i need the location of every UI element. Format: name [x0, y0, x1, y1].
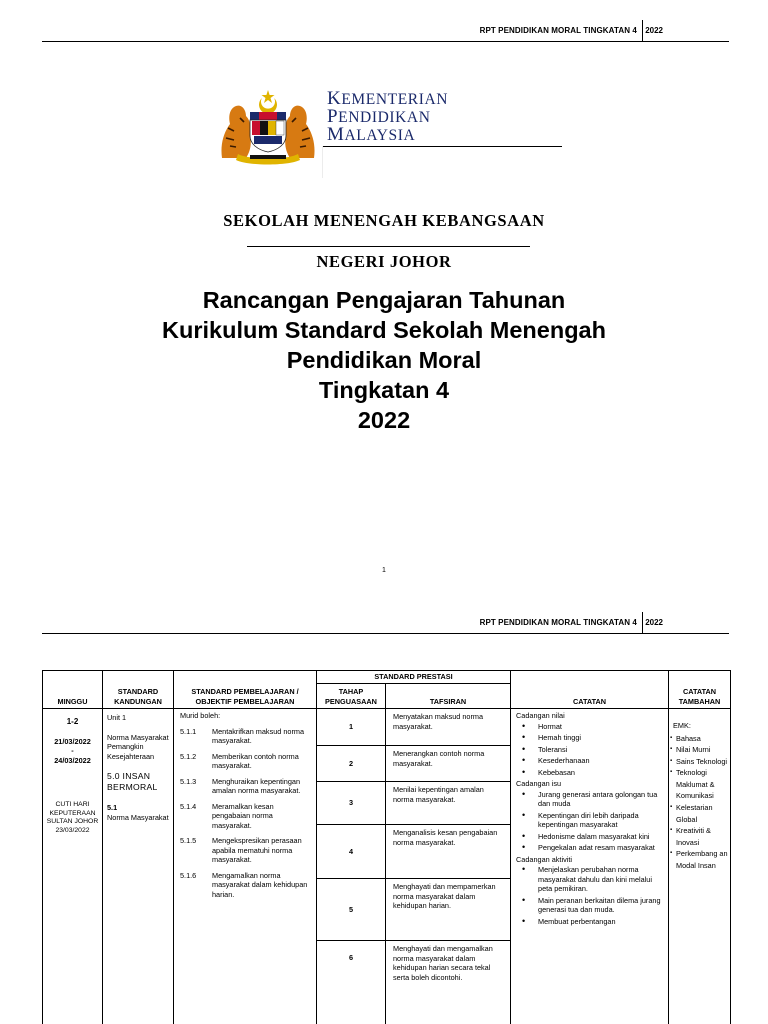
list-item: ▪ Teknologi Maklumat & Komunikasi: [671, 767, 728, 802]
standard-pembelajaran-cell: [174, 709, 317, 1024]
unit-title: Norma Masyarakat Pemangkin Kesejahteraan: [107, 732, 169, 761]
list-item: • Menjelaskan perubahan norma masyarakat dahulu dan kini melalui peta pemikiran.: [516, 865, 663, 894]
list-item: ▪ Nilai Murni: [671, 744, 728, 756]
list-item: • Jurang generasi antara golongan tua dan muda: [516, 790, 663, 809]
list-item: • Membuat perbentangan: [516, 917, 663, 927]
list-item: • Kebebasan: [516, 768, 663, 778]
tafsiran-cell: Menghayati dan mengamalkan norma masyarakat dalam kehidupan harian secara tekal serta boleh dicontohi.: [386, 941, 511, 1024]
page-number: 1: [382, 567, 386, 574]
tp-cell: 2: [317, 746, 386, 782]
col-minggu: MINGGU: [43, 671, 103, 709]
unit-label: Unit 1: [107, 713, 127, 722]
minggu-cell: [43, 709, 103, 1024]
emk-heading: EMK:: [673, 721, 691, 730]
catatan-cell: [511, 709, 669, 1024]
date-dash: -: [71, 746, 74, 755]
list-item: ▪ Sains Teknologi: [671, 756, 728, 768]
tafsiran-cell: Menghayati dan mempamerkan norma masyarakat dalam kehidupan harian.: [386, 879, 511, 941]
col-catatan: CATATAN: [511, 671, 669, 709]
list-item: • Hemah tinggi: [516, 733, 663, 743]
tp-cell: 3: [317, 782, 386, 825]
malaysia-coat-of-arms-icon: [216, 88, 320, 166]
col-tahap-penguasaan: TAHAP PENGUASAAN: [317, 684, 386, 709]
list-item: • Toleransi: [516, 745, 663, 755]
document-title: [0, 285, 768, 435]
rpt-table: [42, 670, 731, 1024]
title-line: Pendidikan Moral: [286, 347, 482, 373]
list-item: 5.1.2 Memberikan contoh norma masyarakat.: [180, 751, 299, 770]
sp-intro: Murid boleh:: [180, 711, 221, 720]
list-item: • Kesederhanaan: [516, 756, 663, 766]
list-item: 5.1.1 Mentakrifkan maksud norma masyarakat.: [180, 726, 305, 745]
page-header: [42, 20, 729, 42]
catatan-tambahan-cell: [669, 709, 731, 1024]
header-separator: [642, 612, 643, 634]
list-item: • Hedonisme dalam masyarakat kini: [516, 832, 663, 842]
tp-cell: 4: [317, 825, 386, 879]
week-number: 1-2: [66, 717, 79, 726]
tafsiran-cell: Menyatakan maksud norma masyarakat.: [386, 709, 511, 746]
logo-box-edge: [322, 146, 323, 178]
emk-list: [671, 733, 728, 872]
date-end: 24/03/2022: [54, 755, 91, 765]
title-line: 2022: [357, 407, 411, 433]
aktiviti-heading: Cadangan aktiviti: [516, 854, 572, 864]
header-title: RPT PENDIDIKAN MORAL TINGKATAN 4: [479, 26, 637, 35]
header-year: 2022: [645, 26, 663, 35]
header-year: 2022: [645, 618, 663, 627]
title-line: Tingkatan 4: [318, 377, 450, 403]
standard-kandungan-cell: [103, 709, 174, 1024]
holiday-note: CUTI HARI KEPUTERAAN SULTAN JOHOR 23/03/2022: [46, 801, 99, 834]
col-tafsiran: TAFSIRAN: [386, 684, 511, 709]
table-row: [43, 709, 731, 746]
tp-cell: 5: [317, 879, 386, 941]
list-item: ▪ Kreativiti & Inovasi: [671, 825, 728, 848]
list-item: 5.1.5 Mengekspresikan perasaan apabila mematuhi norma masyarakat.: [180, 836, 302, 864]
sub-code: 5.1: [107, 803, 118, 812]
list-item: ▪ Bahasa: [671, 733, 728, 745]
date-start: 21/03/2022: [54, 736, 91, 746]
col-standard-prestasi: STANDARD PRESTASI: [317, 671, 511, 684]
kpm-logo: [216, 88, 566, 180]
isu-list: [516, 790, 663, 853]
col-catatan-tambahan: CATATAN TAMBAHAN: [669, 671, 731, 709]
tafsiran-cell: Menganalisis kesan pengabaian norma masyarakat.: [386, 825, 511, 879]
col-standard-pembelajaran: STANDARD PEMBELAJARAN / OBJEKTIF PEMBELAJARAN: [174, 671, 317, 709]
list-item: ▪ Perkembang an Modal Insan: [671, 848, 728, 871]
school-name-blank-line: [247, 246, 530, 247]
sub-title: Norma Masyarakat: [107, 812, 169, 822]
list-item: 5.1.3 Menghuraikan kepentingan amalan norma masyarakat.: [180, 776, 301, 795]
school-name: SEKOLAH MENENGAH KEBANGSAAN: [223, 211, 545, 230]
tp-cell: 1: [317, 709, 386, 746]
tafsiran-cell: Menerangkan contoh norma masyarakat.: [386, 746, 511, 782]
list-item: • Pengekalan adat resam masyarakat: [516, 843, 663, 853]
kpm-wordmark: KEMENTERIAN PENDIDIKAN MALAYSIA: [327, 88, 449, 145]
nilai-list: [516, 722, 663, 778]
list-item: 5.1.4 Meramalkan kesan pengabaian norma masyarakat.: [180, 801, 274, 830]
list-item: ▪ Kelestarian Global: [671, 802, 728, 825]
aktiviti-list: [516, 865, 663, 926]
col-standard-kandungan: STANDARD KANDUNGAN: [103, 671, 174, 709]
title-line: Rancangan Pengajaran Tahunan: [202, 287, 566, 313]
list-item: • Hormat: [516, 722, 663, 732]
page-header: [42, 612, 729, 634]
title-line: Kurikulum Standard Sekolah Menengah: [162, 317, 606, 343]
tp-cell: 6: [317, 941, 386, 1024]
logo-underline: [322, 146, 562, 147]
tafsiran-cell: Menilai kepentingan amalan norma masyarakat.: [386, 782, 511, 825]
isu-heading: Cadangan isu: [516, 779, 562, 788]
list-item: • Main peranan berkaitan dilema jurang generasi tua dan muda.: [516, 896, 663, 915]
state-name: NEGERI JOHOR: [316, 252, 452, 271]
nilai-heading: Cadangan nilai: [516, 711, 565, 720]
header-title: RPT PENDIDIKAN MORAL TINGKATAN 4: [479, 618, 637, 627]
list-item: • Kepentingan diri lebih daripada kepentingan masyarakat: [516, 811, 663, 830]
list-item: 5.1.6 Mengamalkan norma masyarakat dalam kehidupan harian.: [180, 870, 308, 899]
header-separator: [642, 20, 643, 42]
theme-label: 5.0 INSAN BERMORAL: [107, 771, 158, 792]
